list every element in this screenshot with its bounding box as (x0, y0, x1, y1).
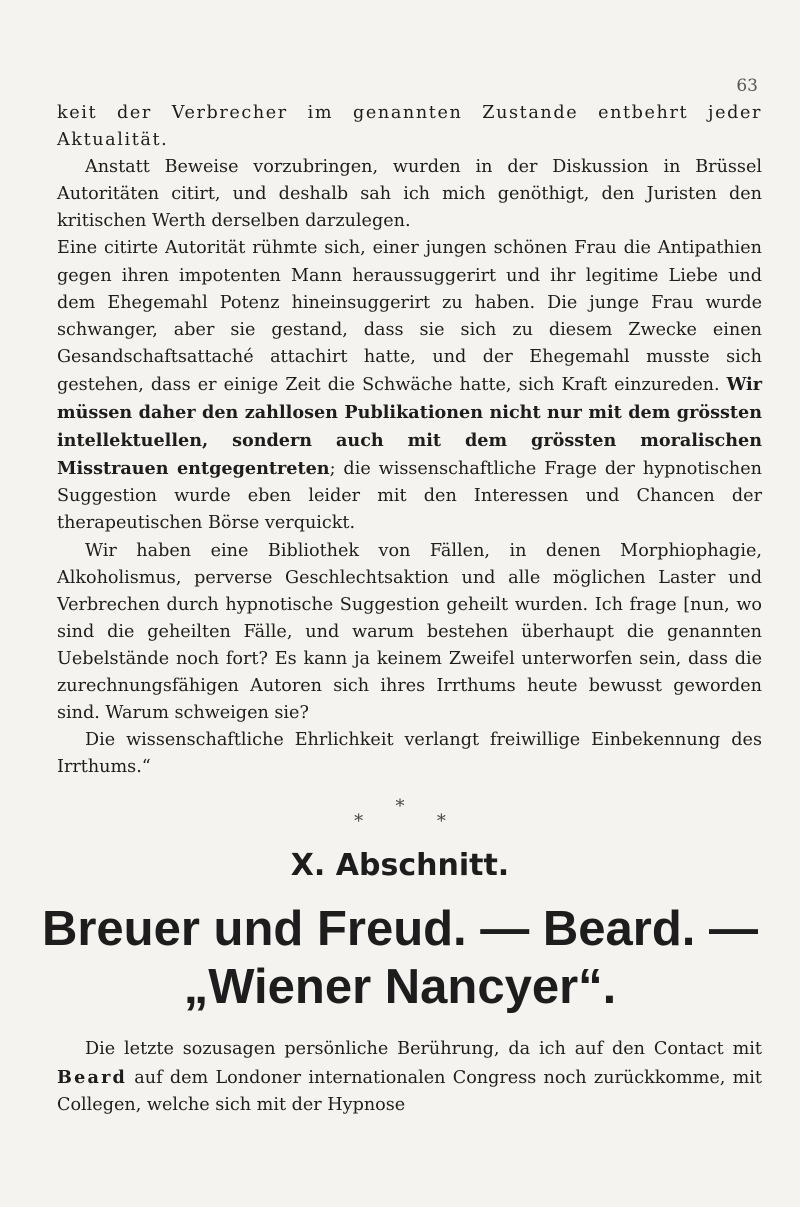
section-label: X. Abschnitt. (290, 848, 510, 883)
paragraph (57, 154, 762, 235)
final-paragraph-before: Die letzte sozusagen persönliche Berührung, da ich auf den Contact mit (85, 1039, 762, 1059)
paragraph-segment: Eine citirte Autorität rühmte sich, einer jungen schönen Frau die Antipathien gegen ihren impotenten Mann heraussuggerirt und ihr legitime Liebe und dem Ehegemahl Potenz hineinsuggerirt zu haben. Die junge Frau wurde schwanger, aber sie gestand, dass sie sich zu diesem Zwecke einen Gesandschaftsattaché attachirt hatte, und der Ehegemahl musste sich gestehen, dass er einige Zeit die Schwäche hatte, sich Kraft einzureden. (57, 238, 762, 395)
paragraph-segment: ; die wissenschaftliche Frage der hypnotischen Suggestion wurde eben leider mit den Interessen und Chancen der therapeutischen Börse verquickt. (57, 459, 762, 534)
paragraph (57, 235, 762, 537)
paragraph-segment: Anstatt Beweise vorzubringen, wurden in der Diskussion in Brüssel Autoritäten citirt, und deshalb sah ich mich genöthigt, den Juristen den kritischen Werth derselben darzulegen. (57, 157, 762, 232)
paragraph-segment: Wir müssen daher den zahllosen Publikationen nicht nur mit dem grössten intellektuellen, sondern auch mit dem grössten moralischen Misstrauen entgegentreten (57, 373, 762, 480)
paragraph-segment: keit der Verbrecher im genannten Zustande entbehrt jeder Aktualität. (57, 103, 762, 151)
paragraph (57, 727, 762, 781)
final-paragraph-name: Beard (57, 1066, 128, 1088)
chapter-title-line2: „Wiener Nancyer“. (183, 960, 617, 1014)
page-number: 63 (736, 76, 758, 96)
paragraph (57, 100, 762, 154)
paragraph-segment: Die wissenschaftliche Ehrlichkeit verlangt freiwillige Einbekennung des Irrthums.“ (57, 730, 762, 778)
separator-stars-bottom: * * (354, 811, 480, 832)
final-paragraph (57, 1036, 762, 1120)
separator-star-top: * (395, 796, 405, 817)
paragraph-segment: Wir haben eine Bibliothek von Fällen, in denen Morphiophagie, Alkoholismus, perverse Geschlechtsaktion und alle möglichen Laster und Verbrechen durch hypnotische Suggestion geheilt wurden. Ich frage [nun, wo sind die geheilten Fälle, und warum bestehen überhaupt die genannten Uebelstände noch fort? Es kann ja keinem Zweifel unterworfen sein, dass die zurechnungsfähigen Autoren sich ihres Irrthums heute bewusst geworden sind. Warum schweigen sie? (57, 540, 762, 724)
final-paragraph-text (57, 1036, 762, 1120)
body-text (57, 100, 762, 781)
chapter-title-line1: Breuer und Freud. — Beard. — (41, 902, 759, 956)
final-paragraph-after: auf dem Londoner internationalen Congress noch zurückkomme, mit Collegen, welche sich mit der Hypnose (57, 1067, 762, 1115)
paragraph (57, 538, 762, 728)
